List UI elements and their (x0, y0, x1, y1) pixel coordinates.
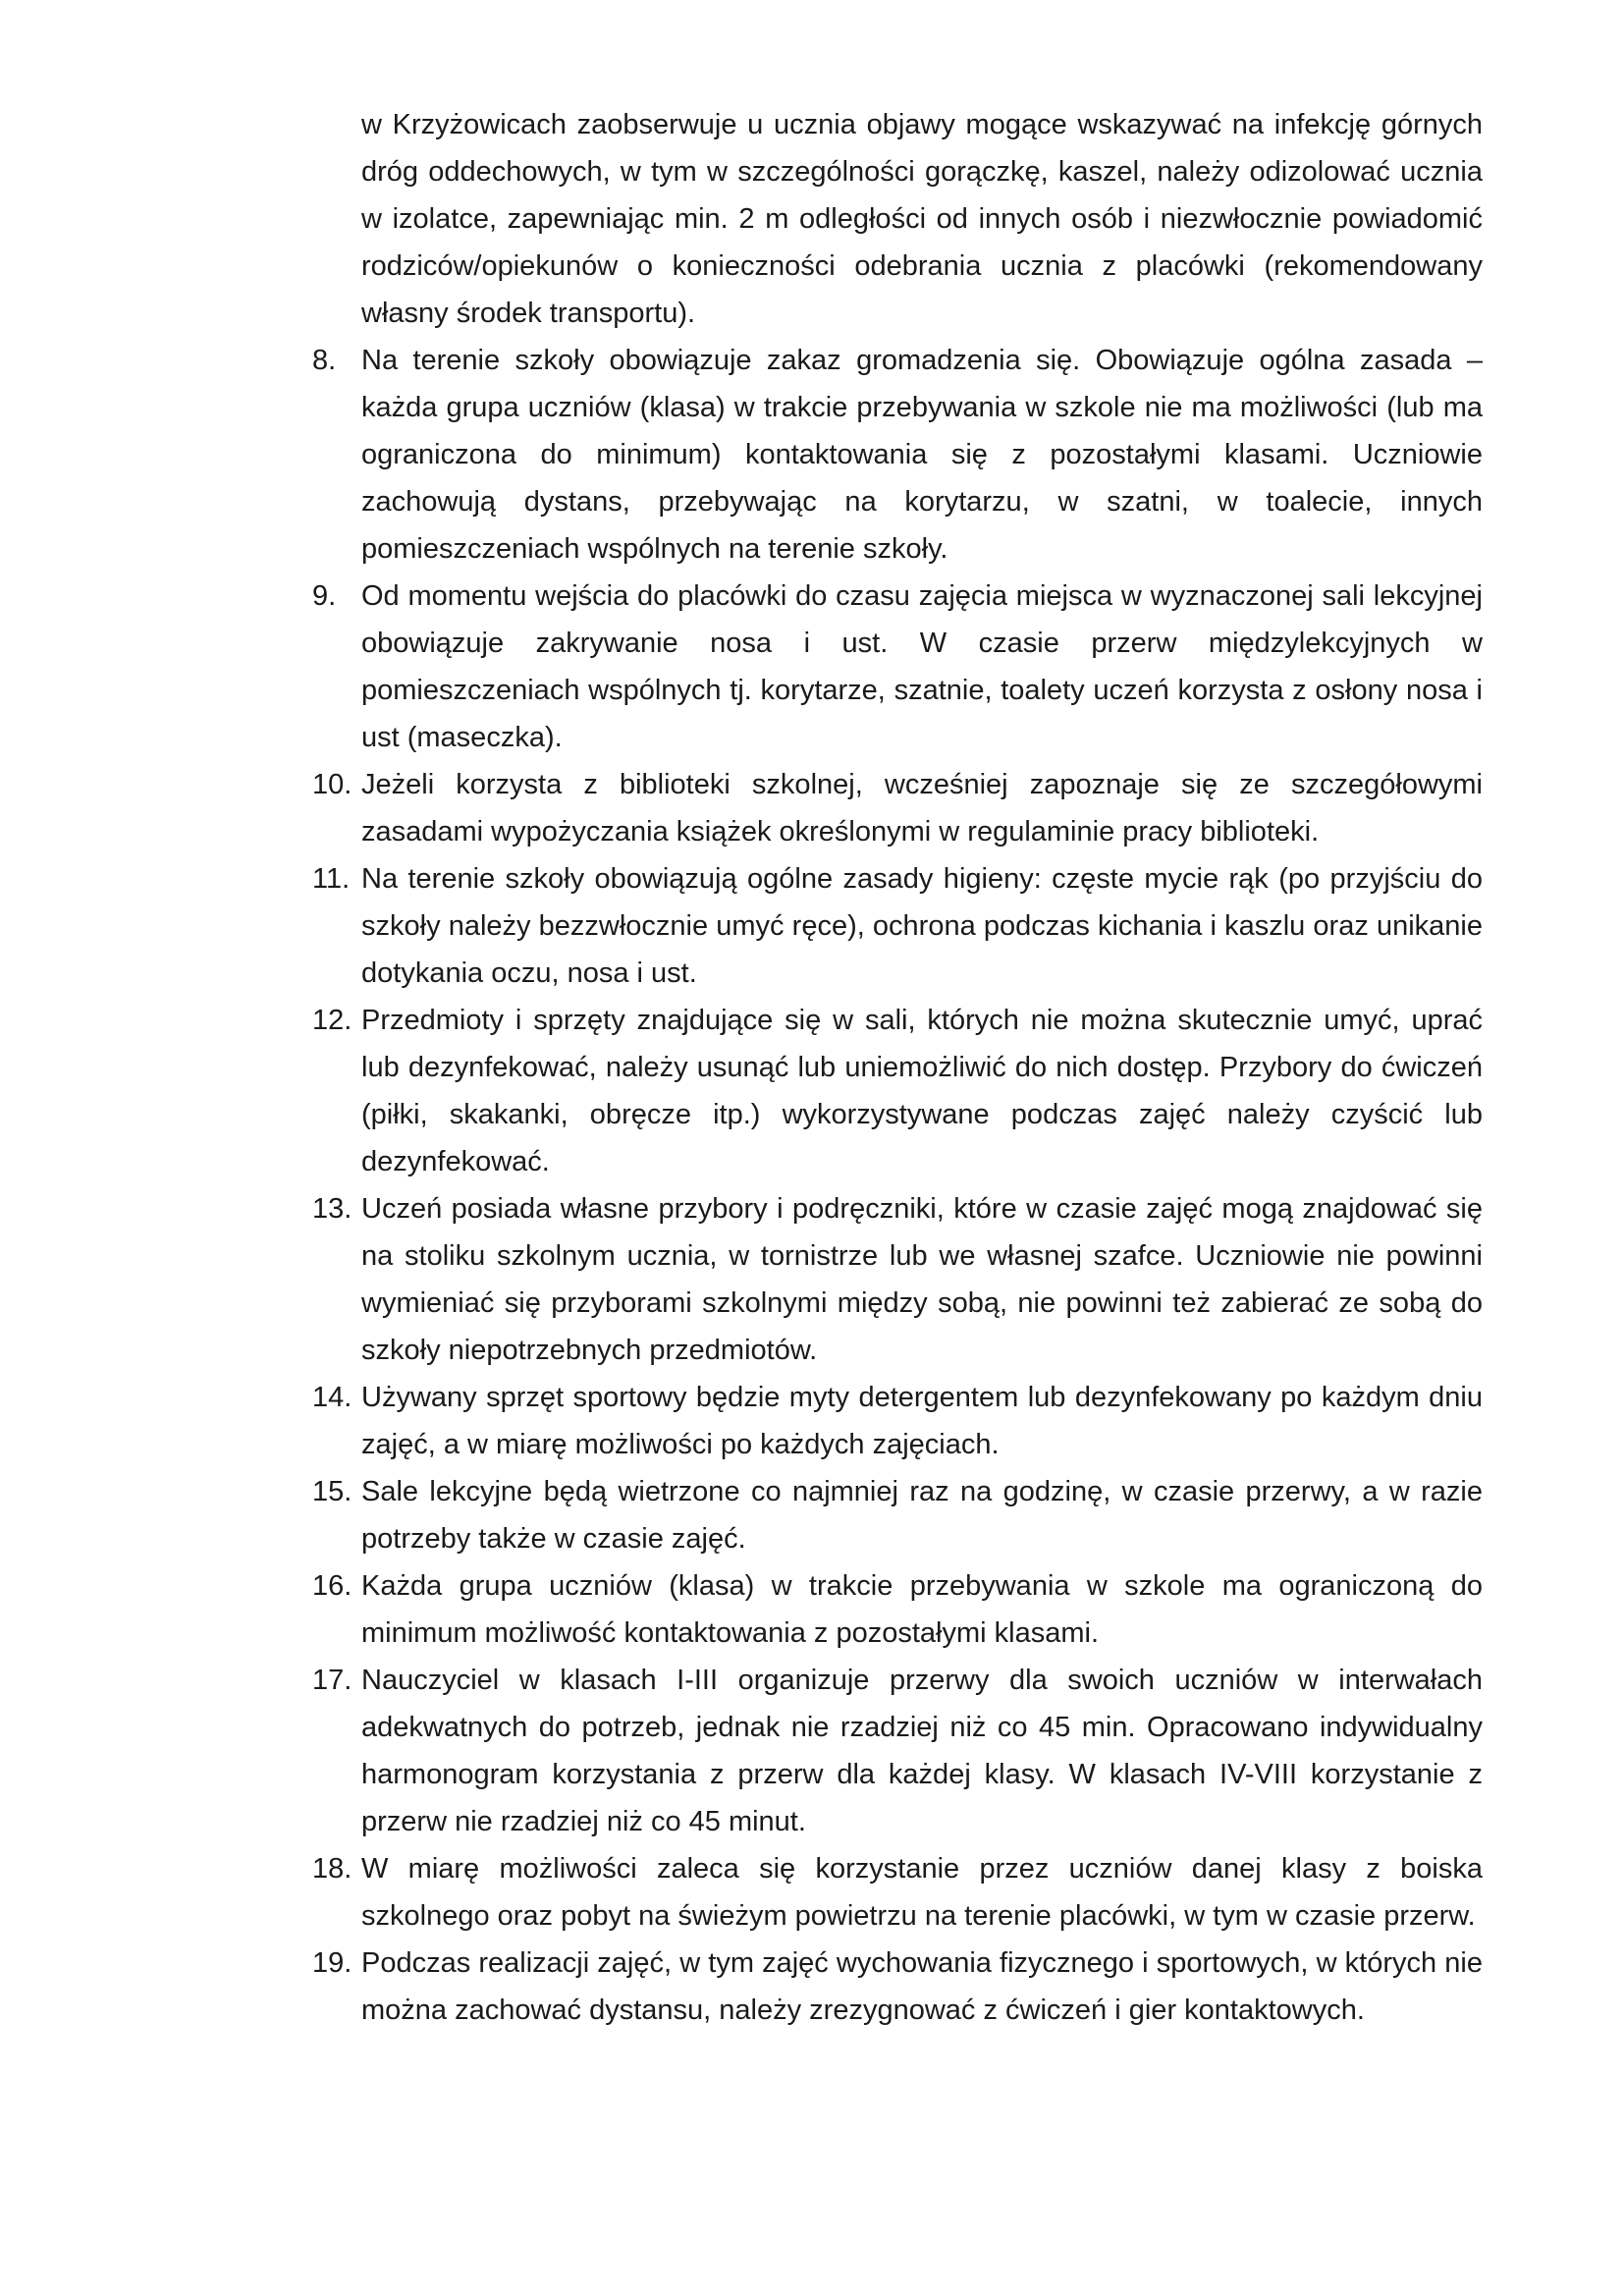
list-item (312, 1940, 1483, 2034)
list-item (312, 1562, 1483, 1657)
list-item (312, 761, 1483, 855)
list-item (312, 573, 1483, 761)
item-text: Podczas realizacji zajęć, w tym zajęć wychowania fizycznego i sportowych, w których nie można zachować dystansu, należy zrezygnować z ćwiczeń i gier kontaktowych. (361, 1947, 1483, 2026)
list-item (312, 1657, 1483, 1845)
item-number: 14. (312, 1382, 352, 1413)
item-text: Uczeń posiada własne przybory i podręczniki, które w czasie zajęć mogą znajdować się na stoliku szkolnym ucznia, w tornistrze lub we własnej szafce. Uczniowie nie powinni wymieniać się przyborami szkolnymi między sobą, nie powinni też zabierać ze sobą do szkoły niepotrzebnych przedmiotów. (361, 1193, 1483, 1366)
item-text: Sale lekcyjne będą wietrzone co najmniej raz na godzinę, w czasie przerwy, a w razie potrzeby także w czasie zajęć. (361, 1476, 1483, 1555)
list-item (312, 997, 1483, 1185)
item-text: Nauczyciel w klasach I-III organizuje przerwy dla swoich uczniów w interwałach adekwatnych do potrzeb, jednak nie rzadziej niż co 45 min. Opracowano indywidualny harmonogram korzystania z przerw dla każdej klasy. W klasach IV-VIII korzystanie z przerw nie rzadziej niż co 45 minut. (361, 1665, 1483, 1837)
item-text: W miarę możliwości zaleca się korzystanie przez uczniów danej klasy z boiska szkolnego oraz pobyt na świeżym powietrzu na terenie placówki, w tym w czasie przerw. (361, 1853, 1483, 1932)
list-item (312, 1185, 1483, 1374)
item-number: 10. (312, 769, 352, 800)
item-text: Na terenie szkoły obowiązują ogólne zasady higieny: częste mycie rąk (po przyjściu do szkoły należy bezzwłocznie umyć ręce), ochrona podczas kichania i kaszlu oraz unikanie dotykania oczu, nosa i ust. (361, 863, 1483, 989)
item-text: Od momentu wejścia do placówki do czasu zajęcia miejsca w wyznaczonej sali lekcyjnej obowiązuje zakrywanie nosa i ust. W czasie przerw międzylekcyjnych w pomieszczeniach wspólnych tj. korytarze, szatnie, toalety uczeń korzysta z osłony nosa i ust (maseczka). (361, 580, 1483, 753)
list-item (312, 1468, 1483, 1562)
item-number: 12. (312, 1005, 352, 1036)
item-number: 17. (312, 1665, 352, 1696)
item-number: 18. (312, 1853, 352, 1885)
intro-paragraph: w Krzyżowicach zaobserwuje u ucznia objawy mogące wskazywać na infekcję górnych dróg oddechowych, w tym w szczególności gorączkę, kaszel, należy odizolować ucznia w izolatce, zapewniając min. 2 m odległości od innych osób i niezwłocznie powiadomić rodziców/opiekunów o konieczności odebrania ucznia z placówki (rekomendowany własny środek transportu). (361, 109, 1483, 329)
document-content (312, 101, 1483, 2034)
item-number: 9. (312, 580, 337, 612)
item-number: 11. (312, 863, 351, 895)
item-text: Jeżeli korzysta z biblioteki szkolnej, wcześniej zapoznaje się ze szczegółowymi zasadami wypożyczania książek określonymi w regulaminie pracy biblioteki. (361, 769, 1483, 847)
item-number: 13. (312, 1193, 352, 1225)
list-item (312, 337, 1483, 573)
item-text: Przedmioty i sprzęty znajdujące się w sali, których nie można skutecznie umyć, uprać lub dezynfekować, należy usunąć lub uniemożliwić do nich dostęp. Przybory do ćwiczeń (piłki, skakanki, obręcze itp.) wykorzystywane podczas zajęć należy czyścić lub dezynfekować. (361, 1005, 1483, 1177)
list-item (312, 1374, 1483, 1468)
list-item (312, 1845, 1483, 1940)
item-number: 19. (312, 1947, 352, 1979)
list-item (312, 855, 1483, 997)
rules-list (312, 337, 1483, 2034)
item-number: 16. (312, 1570, 352, 1602)
item-number: 8. (312, 345, 337, 376)
item-text: Każda grupa uczniów (klasa) w trakcie przebywania w szkole ma ograniczoną do minimum możliwość kontaktowania z pozostałymi klasami. (361, 1570, 1483, 1649)
item-text: Na terenie szkoły obowiązuje zakaz gromadzenia się. Obowiązuje ogólna zasada – każda grupa uczniów (klasa) w trakcie przebywania w szkole nie ma możliwości (lub ma ograniczona do minimum) kontaktowania się z pozostałymi klasami. Uczniowie zachowują dystans, przebywając na korytarzu, w szatni, w toalecie, innych pomieszczeniach wspólnych na terenie szkoły. (361, 345, 1483, 565)
item-number: 15. (312, 1476, 352, 1507)
item-text: Używany sprzęt sportowy będzie myty detergentem lub dezynfekowany po każdym dniu zajęć, a w miarę możliwości po każdych zajęciach. (361, 1382, 1483, 1460)
